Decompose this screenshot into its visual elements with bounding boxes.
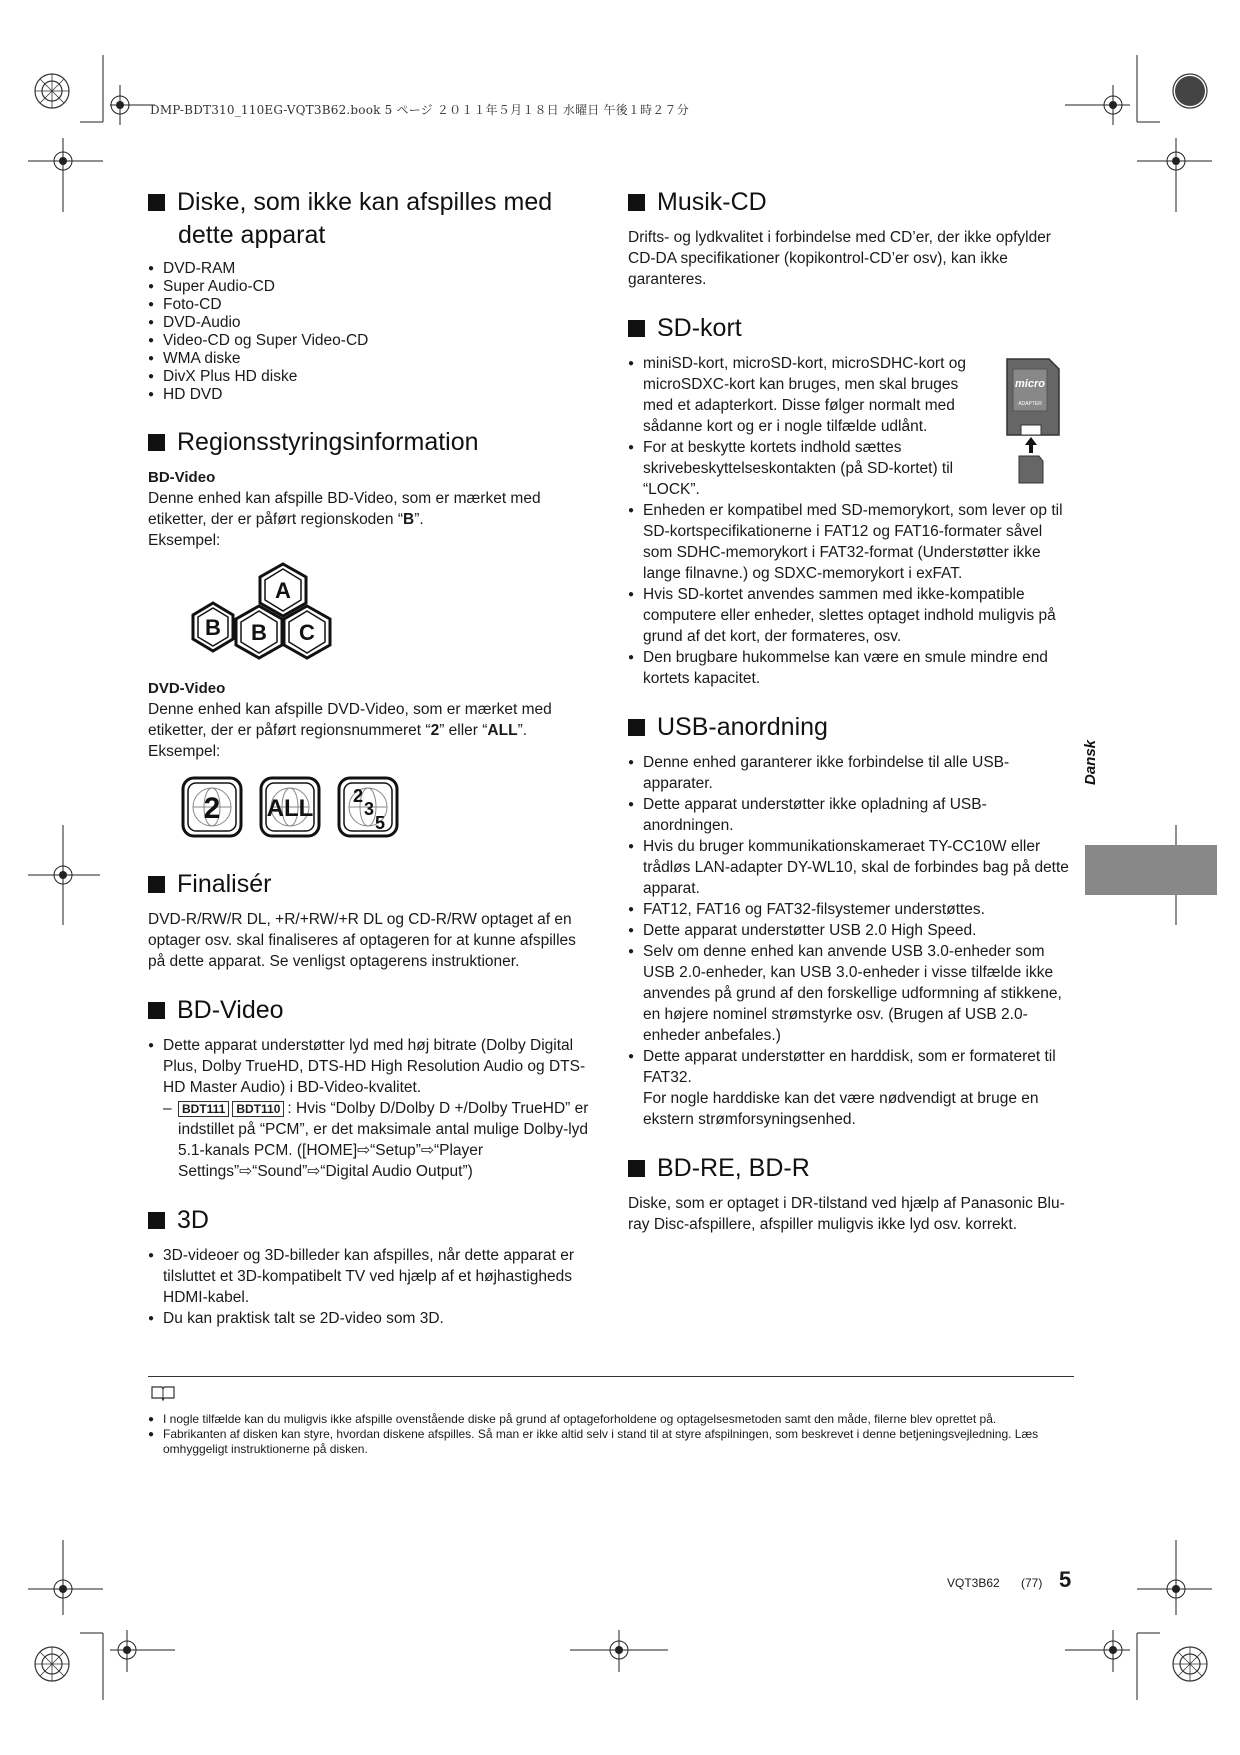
square-bullet-icon — [148, 1212, 165, 1229]
adapter-logo: micro — [1015, 378, 1045, 390]
page-number: 5 — [1059, 1567, 1072, 1592]
section-title: SD-kort — [628, 312, 1073, 345]
section-title: Finalisér — [148, 868, 593, 901]
region-letter: B — [205, 615, 221, 640]
model-badge: BDT110 — [232, 1101, 284, 1117]
notes — [148, 1412, 1074, 1457]
region-number: 2 — [203, 792, 221, 825]
unsupported-list — [148, 260, 593, 404]
square-bullet-icon — [148, 1002, 165, 1019]
list-item: ● Hvis SD-kortet anvendes sammen med ikke-kompatible computere eller enheder, slettes optaget indhold muligvis på grund af det kort, der formateres, osv. — [628, 584, 1073, 647]
list-item: ● FAT12, FAT16 og FAT32-filsystemer understøttes. — [628, 899, 1073, 920]
section-title: 3D — [148, 1204, 593, 1237]
print-header: DMP-BDT310_110EG-VQT3B62.book 5 ページ ２０１１年５月１８日 水曜日 午後１時２７分 — [150, 103, 689, 117]
section-title: BD-RE, BD-R — [628, 1152, 1073, 1185]
list-item: ● Dette apparat understøtter lyd med høj bitrate (Dolby Digital Plus, Dolby TrueHD, DTS-HD High Resolution Audio og DTS-HD Master Audio) i BD-Video-kvalitet. — [148, 1035, 593, 1098]
list-item: ● Video-CD og Super Video-CD — [148, 332, 593, 350]
region-number: 2 — [352, 786, 364, 806]
list-item: ● Denne enhed garanterer ikke forbindelse til alle USB-apparater. — [628, 752, 1073, 794]
adapter-label: ADAPTER — [1018, 401, 1042, 407]
region-number: 5 — [374, 813, 386, 833]
dvd-region-text: Denne enhed kan afspille DVD-Video, som er mærket med etiketter, der er påført regionsnummeret “2” eller “ALL”. — [148, 701, 552, 739]
section-title: Musik-CD — [628, 186, 1073, 219]
list-item: ● miniSD-kort, microSD-kort, microSDHC-kort og microSDXC-kort kan bruges, men skal bruges med et adapterkort. Disse følger normalt med sådanne kort og er i nogle tilfælde udlånt. — [628, 353, 1073, 437]
list-item: ● Hvis du bruger kommunikationskameraet TY-CC10W eller trådløs LAN-adapter DY-WL10, skal de forbindes bag på dette apparat. — [628, 836, 1073, 899]
list-item: ● DivX Plus HD diske — [148, 368, 593, 386]
bd-region-hexagon-icons — [148, 561, 348, 666]
list-item: ● Den brugbare hukommelse kan være en smule mindre end kortets kapacitet. — [628, 647, 1073, 689]
sd-card-list — [628, 353, 1073, 689]
finalize-text: DVD-R/RW/R DL, +R/+RW/+R DL og CD-R/RW optaget af en optager osv. skal finaliseres af optageren for at kunne afspilles på dette apparat. Se venligst optagerens instruktioner. — [148, 911, 576, 970]
page-reference: (77) — [1021, 1576, 1043, 1590]
list-item: ● Dette apparat understøtter en harddisk, som er formateret til FAT32. — [628, 1046, 1073, 1088]
region-letter: B — [251, 620, 267, 645]
dvd-region-logos — [148, 776, 593, 846]
dvd-video-label: DVD-Video — [148, 680, 226, 697]
usb-extra-text: For nogle harddiske kan det være nødvendigt at bruge en ekstern strømforsyningsenhed. — [643, 1090, 1039, 1128]
notes-divider — [148, 1376, 1074, 1377]
square-bullet-icon — [628, 719, 645, 736]
list-item: ● Enheden er kompatibel med SD-memorykort, som lever op til SD-kortspecifikationerne i FAT12 og FAT16-formater såvel som SDHC-memorykort i FAT32-format (Understøtter ikke lange filnavne.) og SDXC-memorykort i exFAT. — [628, 500, 1073, 584]
square-bullet-icon — [148, 876, 165, 893]
language-label: Dansk — [1082, 739, 1099, 785]
3d-list — [148, 1245, 593, 1329]
square-bullet-icon — [148, 194, 165, 211]
section-bd-re — [628, 1152, 1073, 1235]
section-finalize — [148, 868, 593, 972]
list-item: ● Foto-CD — [148, 296, 593, 314]
list-item: ● Dette apparat understøtter USB 2.0 High Speed. — [628, 920, 1073, 941]
region-letter: C — [299, 620, 315, 645]
sd-card-content — [628, 353, 1073, 689]
usb-list — [628, 752, 1073, 1088]
list-item: ● 3D-videoer og 3D-billeder kan afspilles, når dette apparat er tilsluttet et 3D-kompatibelt TV ved hjælp af et højhastigheds HDMI-kabel. — [148, 1245, 593, 1308]
document-code: VQT3B62 — [947, 1576, 1000, 1590]
music-cd-text: Drifts- og lydkvalitet i forbindelse med CD’er, der ikke opfylder CD-DA specifikationer (kopikontrol-CD’er osv), kan ikke garanteres. — [628, 229, 1051, 288]
list-item: ● WMA diske — [148, 350, 593, 368]
example-label: Eksempel: — [148, 743, 221, 760]
bd-video-list — [148, 1035, 593, 1098]
list-item: ● Dette apparat understøtter ikke opladning af USB-anordningen. — [628, 794, 1073, 836]
list-item: ● DVD-RAM — [148, 260, 593, 278]
section-sd-card — [628, 312, 1073, 689]
language-tab — [1085, 845, 1217, 895]
dvd-region-globe-icons — [148, 776, 386, 842]
bd-video-subitem: – BDT111 BDT110 : Hvis “Dolby D/Dolby D +/Dolby TrueHD” er indstillet på “PCM”, er det maksimale antal mulige Dolby-lyd 5.1-kanals PCM. ([HOME]⇨“Setup”⇨“Player Settings”⇨“Sound”⇨“Digital Audio Output”) — [163, 1100, 589, 1180]
notes-list — [148, 1412, 1074, 1457]
bd-region-logos — [148, 561, 593, 666]
section-music-cd — [628, 186, 1073, 290]
bd-video-label: BD-Video — [148, 469, 216, 486]
section-region — [148, 426, 593, 846]
list-item: ● Fabrikanten af disken kan styre, hvordan diskene afspilles. Så man er ikke altid selv i stand til at styre afspilningen, som beskrevet i denne betjeningsvejledning. Læs omhyggeligt instruktionerne på disken. — [148, 1427, 1074, 1457]
square-bullet-icon — [628, 194, 645, 211]
list-item: ● Du kan praktisk talt se 2D-video som 3D. — [148, 1308, 593, 1329]
list-item: ● HD DVD — [148, 386, 593, 404]
section-title: USB-anordning — [628, 711, 1073, 744]
list-item: ● Super Audio-CD — [148, 278, 593, 296]
right-column — [628, 186, 1073, 1257]
bd-region-text: Denne enhed kan afspille BD-Video, som er mærket med etiketter, der er påført regionskoden “B”. — [148, 490, 541, 528]
section-bd-video — [148, 994, 593, 1182]
model-badge: BDT111 — [178, 1101, 229, 1117]
square-bullet-icon — [628, 320, 645, 337]
section-usb — [628, 711, 1073, 1130]
left-column — [148, 186, 593, 1351]
list-item: ● For at beskytte kortets indhold sættes skrivebeskyttelseskontakten (på SD-kortet) til “LOCK”. — [628, 437, 1073, 500]
list-item: ● Selv om denne enhed kan anvende USB 3.0-enheder som USB 2.0-enheder, kan USB 3.0-enheder i visse tilfælde ikke anvendes på grund af den forskellige udformning af stikkene, en højere nominel strømstyrke osv. (Brugen af USB 2.0-enheder anbefales.) — [628, 941, 1073, 1046]
section-3d — [148, 1204, 593, 1329]
region-all: ALL — [266, 795, 314, 822]
section-title: Regionsstyringsinformation — [148, 426, 593, 459]
section-unsupported-discs — [148, 186, 593, 404]
section-title: Diske, som ikke kan afspilles med dette apparat — [148, 186, 593, 252]
bd-re-text: Diske, som er optaget i DR-tilstand ved hjælp af Panasonic Blu-ray Disc-afspillere, afspiller muligvis ikke lyd osv. korrekt. — [628, 1195, 1065, 1233]
square-bullet-icon — [628, 1160, 645, 1177]
region-letter: A — [275, 578, 291, 603]
list-item: ● DVD-Audio — [148, 314, 593, 332]
region-number: 3 — [363, 799, 375, 819]
list-item: ● I nogle tilfælde kan du muligvis ikke afspille ovenstående diske på grund af optageforholdene og optagelsesmetoden samt den måde, filerne blev oprettet på. — [148, 1412, 1074, 1427]
example-label: Eksempel: — [148, 532, 221, 549]
section-title: BD-Video — [148, 994, 593, 1027]
book-icon — [150, 1385, 176, 1401]
square-bullet-icon — [148, 434, 165, 451]
